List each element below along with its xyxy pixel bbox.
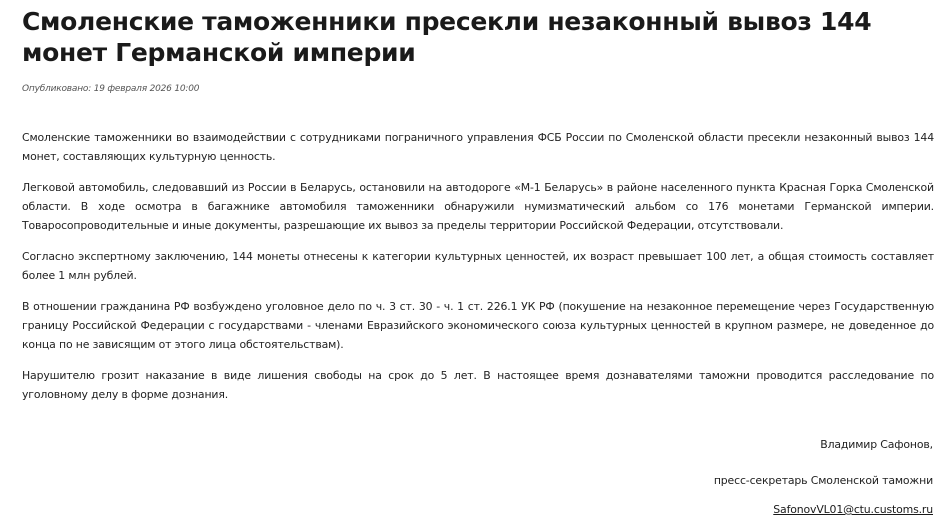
- article-paragraph: Смоленские таможенники во взаимодействии с сотрудниками пограничного управления ФСБ России по Смоленской области пресекли незаконный вывоз 144 монет, составляющих культурную ценность.: [22, 131, 934, 163]
- article-paragraph: Нарушителю грозит наказание в виде лишения свободы на срок до 5 лет. В настоящее время дознавателями таможни проводится расследование по уголовному делу в форме дознания.: [22, 369, 934, 401]
- signature-name: Владимир Сафонов,: [820, 438, 933, 451]
- article-paragraph: Легковой автомобиль, следовавший из России в Беларусь, остановили на автодороге «М-1 Беларусь» в районе населенного пункта Красная Горка Смоленской области. В ходе осмотра в багажнике автомобиля таможенники обнаружили нумизматический альбом со 176 монетами Германской империи. Товаросопроводительные и иные документы, разрешающие их вывоз за пределы территории Российской Федерации, отсутствовали.: [22, 181, 934, 232]
- article-title: Смоленские таможенники пресекли незаконный вывоз 144 монет Германской империи: [22, 7, 872, 67]
- signature-email-link[interactable]: SafonovVL01@ctu.customs.ru: [773, 503, 933, 516]
- article-body: [22, 128, 934, 404]
- article-paragraph: Согласно экспертному заключению, 144 монеты отнесены к категории культурных ценностей, их возраст превышает 100 лет, а общая стоимость составляет более 1 млн рублей.: [22, 250, 934, 282]
- publication-date: Опубликовано: 19 февраля 2026 10:00: [22, 84, 200, 94]
- news-article: [22, 6, 934, 416]
- signature-role: пресс-секретарь Смоленской таможни: [713, 474, 933, 487]
- article-paragraph: В отношении гражданина РФ возбуждено уголовное дело по ч. 3 ст. 30 - ч. 1 ст. 226.1 УК РФ (покушение на незаконное перемещение через Государственную границу Российской Федерации с государствами - членами Евразийского экономического союза культурных ценностей в крупном размере, не доведенное до конца по не зависящим от этого лица обстоятельствам).: [22, 300, 934, 351]
